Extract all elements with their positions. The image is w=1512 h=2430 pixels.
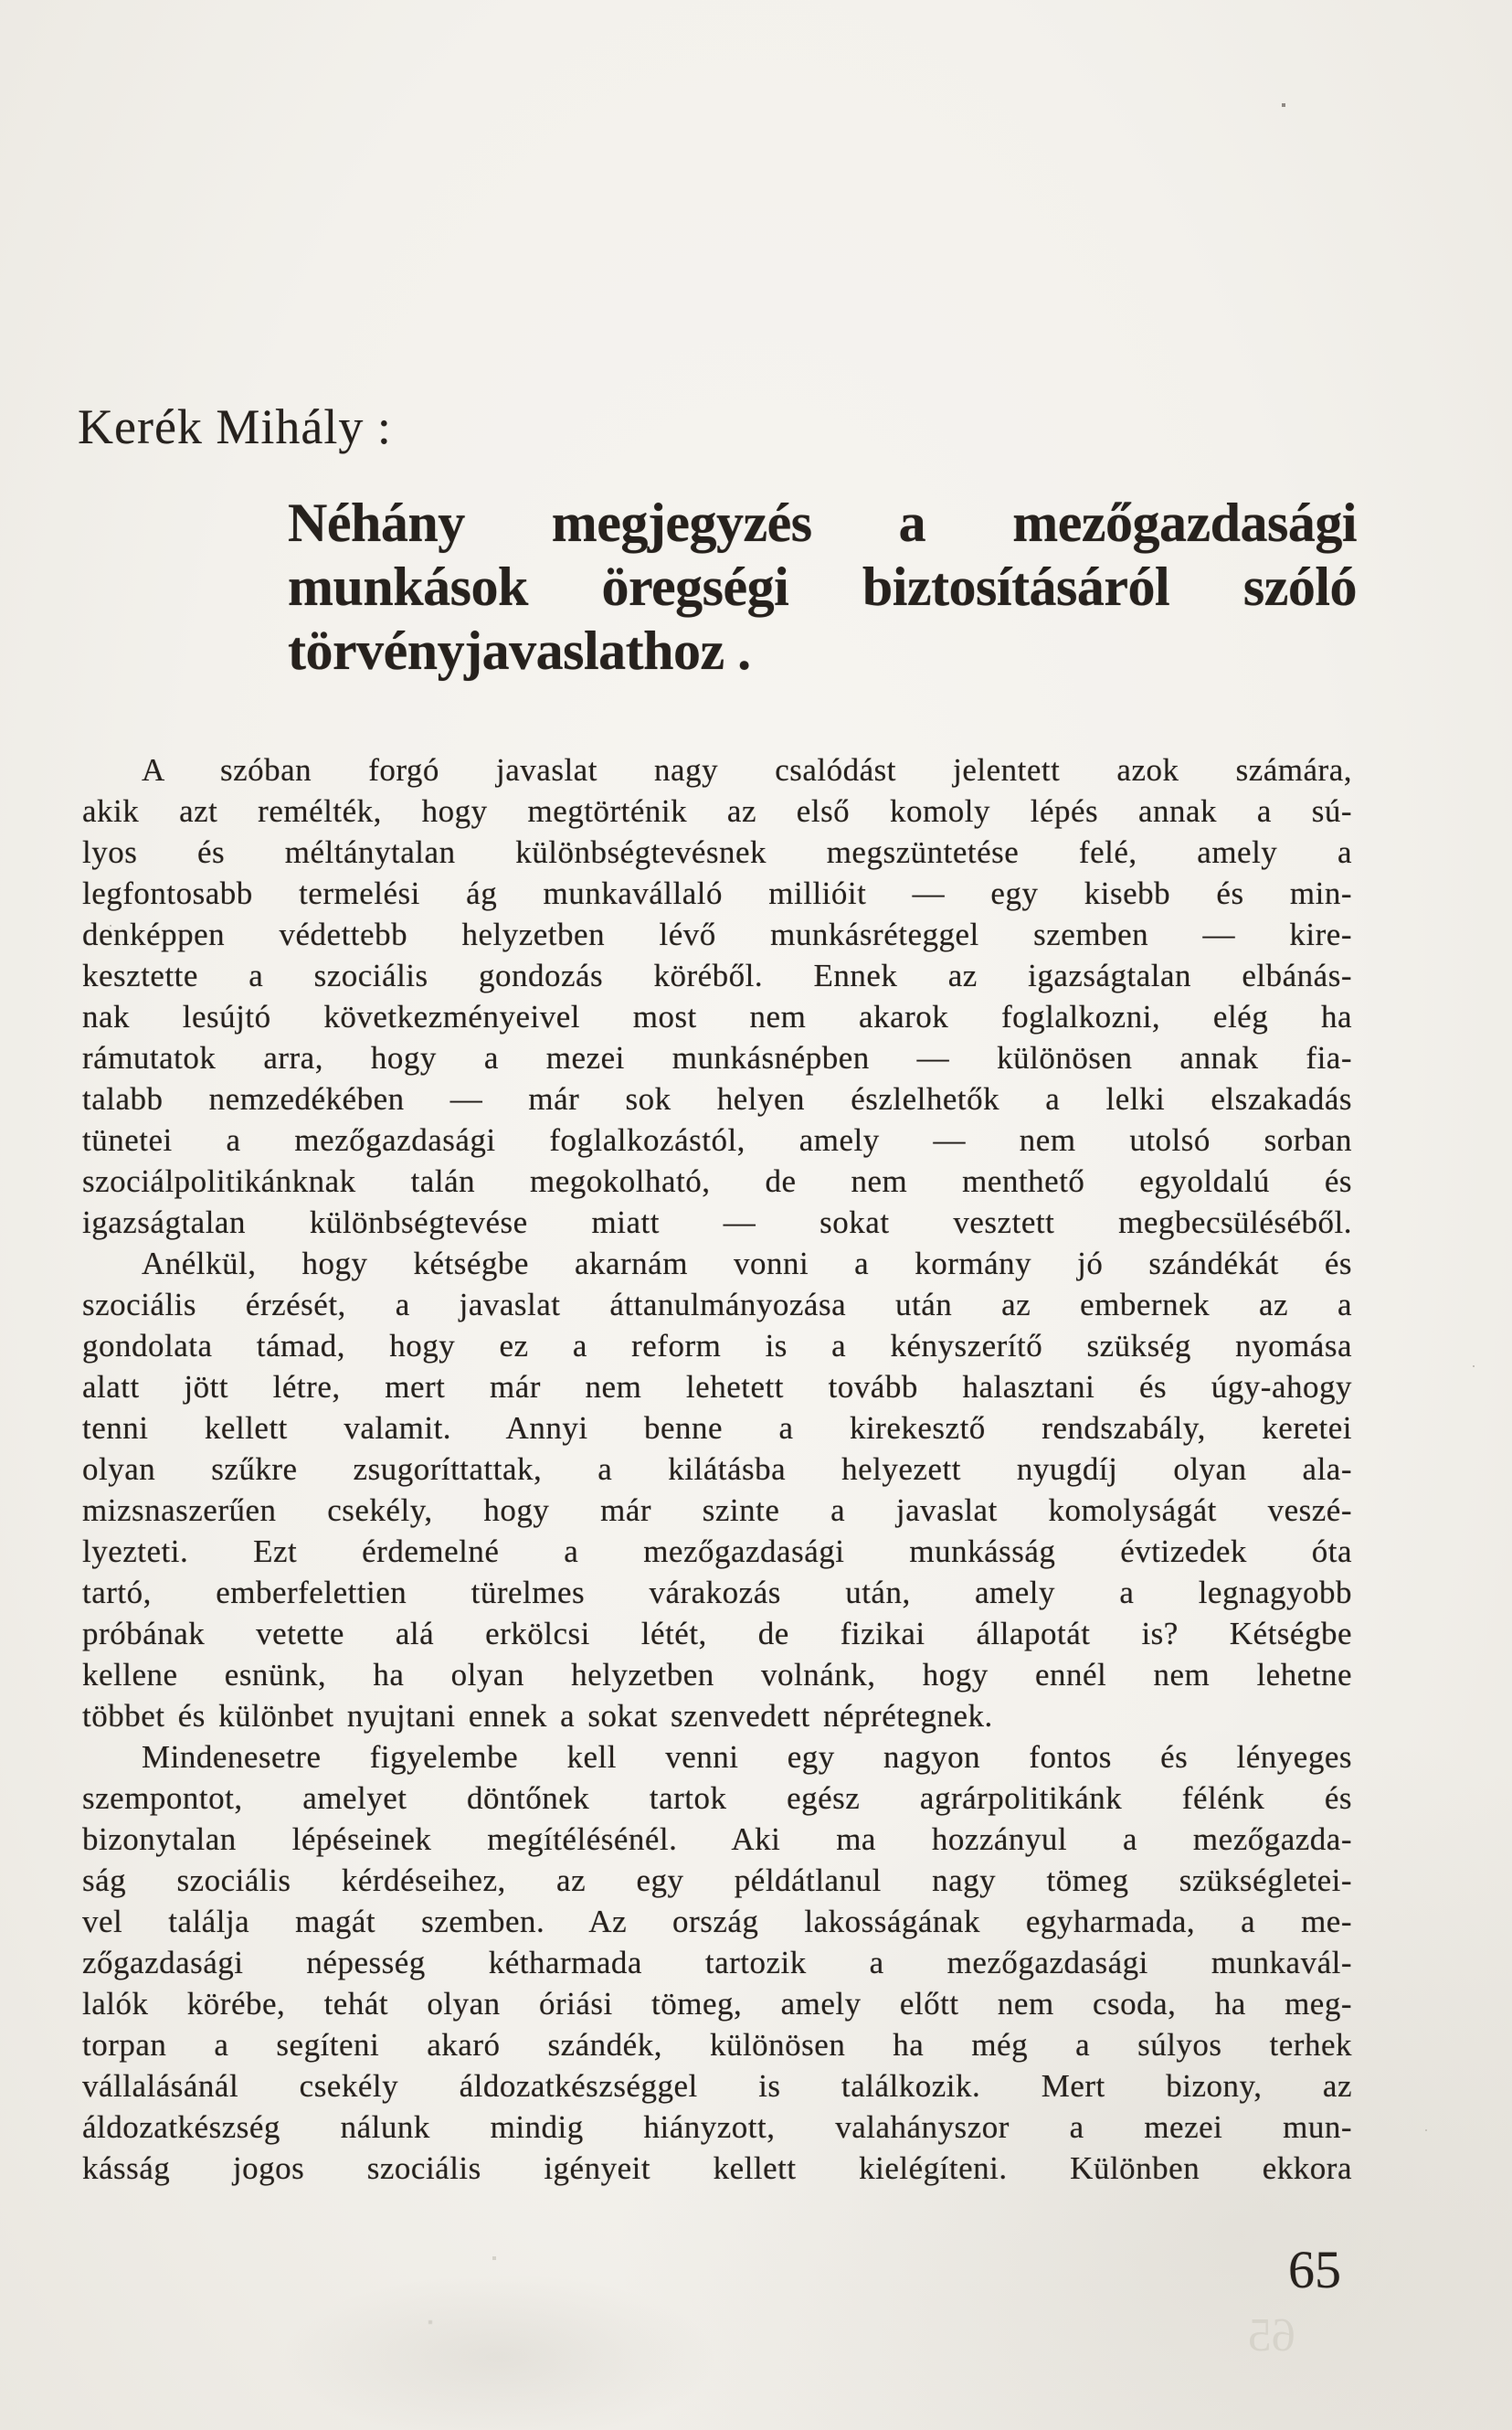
text-line: torpan a segíteni akaró szándék, különösen ha még a súlyos terhek: [82, 2027, 1352, 2063]
body-paragraph: [82, 1243, 1352, 1736]
text-line: többet és különbet nyujtani ennek a sokat szenvedett néprétegnek.: [82, 1698, 993, 1734]
text-line: tartó, emberfelettien türelmes várakozás után, amely a legnagyobb: [82, 1575, 1352, 1610]
text-line: bizonytalan lépéseinek megítélésénél. Aki ma hozzányul a mezőgazda-: [82, 1821, 1352, 1857]
text-line: szociálpolitikánknak talán megokolható, de nem menthető egyoldalú és: [82, 1163, 1352, 1199]
text-line: szempontot, amelyet döntőnek tartok egész agrárpolitikánk félénk és: [82, 1780, 1352, 1816]
text-line: tenni kellett valamit. Annyi benne a kirekesztő rendszabály, keretei: [82, 1410, 1352, 1446]
text-line: vel találja magát szemben. Az ország lakosságának egyharmada, a me-: [82, 1904, 1352, 1939]
text-line: ság szociális kérdéseihez, az egy példátlanul nagy tömeg szükségletei-: [82, 1862, 1352, 1898]
title-line: munkások öregségi biztosításáról szóló: [288, 557, 1357, 617]
text-line: kásság jogos szociális igényeit kellett kielégíteni. Különben ekkora: [82, 2150, 1352, 2186]
text-line: kellene esnünk, ha olyan helyzetben volnánk, hogy ennél nem lehetne: [82, 1657, 1352, 1693]
text-line: Anélkül, hogy kétségbe akarnám vonni a kormány jó szándékát és: [142, 1246, 1352, 1281]
text-line: legfontosabb termelési ág munkavállaló millióit — egy kisebb és min-: [82, 875, 1352, 911]
article-body: [82, 749, 1352, 2189]
page-number-showthrough: 65: [1248, 2309, 1295, 2361]
text-line: kesztette a szociális gondozás köréből. Ennek az igazságtalan elbánás-: [82, 958, 1352, 993]
text-line: alatt jött létre, mert már nem lehetett tovább halasztani és úgy-ahogy: [82, 1369, 1352, 1405]
text-line: nak lesújtó következményeivel most nem akarok foglalkozni, elég ha: [82, 999, 1352, 1035]
text-line: próbának vetette alá erkölcsi létét, de fizikai állapotát is? Kétségbe: [82, 1616, 1352, 1651]
text-line: lyezteti. Ezt érdemelné a mezőgazdasági munkásság évtizedek óta: [82, 1533, 1352, 1569]
text-line: vállalásánál csekély áldozatkészséggel is találkozik. Mert bizony, az: [82, 2068, 1352, 2104]
page-number: 65: [1288, 2240, 1341, 2299]
text-line: szociális érzését, a javaslat áttanulmányozása után az embernek az a: [82, 1287, 1352, 1322]
text-line: gondolata támad, hogy ez a reform is a kényszerítő szükség nyomása: [82, 1328, 1352, 1364]
text-line: igazságtalan különbségtevése miatt — sokat vesztett megbecsüléséből.: [82, 1204, 1352, 1240]
article-title: [288, 491, 1357, 683]
text-line: lyos és méltánytalan különbségtevésnek megszüntetése felé, amely a: [82, 834, 1352, 870]
text-line: olyan szűkre zsugoríttattak, a kilátásba helyezett nyugdíj olyan ala-: [82, 1451, 1352, 1487]
scan-speck-artifacts: [0, 0, 2, 2]
text-line: áldozatkészség nálunk mindig hiányzott, valahányszor a mezei mun-: [82, 2109, 1352, 2145]
title-line: törvényjavaslathoz .: [288, 621, 751, 681]
text-line: mizsnaszerűen csekély, hogy már szinte a javaslat komolyságát veszé-: [82, 1492, 1352, 1528]
text-line: akik azt remélték, hogy megtörténik az első komoly lépés annak a sú-: [82, 793, 1352, 829]
text-line: zőgazdasági népesség kétharmada tartozik a mezőgazdasági munkavál-: [82, 1945, 1352, 1980]
text-line: Mindenesetre figyelembe kell venni egy nagyon fontos és lényeges: [142, 1739, 1352, 1775]
text-line: tünetei a mezőgazdasági foglalkozástól, amely — nem utolsó sorban: [82, 1122, 1352, 1158]
body-paragraph: [82, 1736, 1352, 2189]
author-byline: Kerék Mihály :: [78, 399, 392, 454]
text-line: lalók körébe, tehát olyan óriási tömeg, amely előtt nem csoda, ha meg-: [82, 1986, 1352, 2021]
body-paragraph: [82, 749, 1352, 1243]
text-line: denképpen védettebb helyzetben lévő munkásréteggel szemben — kire-: [82, 917, 1352, 952]
text-line: rámutatok arra, hogy a mezei munkásnépben — különösen annak fia-: [82, 1040, 1352, 1076]
title-line: Néhány megjegyzés a mezőgazdasági: [288, 493, 1357, 553]
text-line: A szóban forgó javaslat nagy csalódást jelentett azok számára,: [142, 752, 1352, 788]
text-line: talabb nemzedékében — már sok helyen észlelhetők a lelki elszakadás: [82, 1081, 1352, 1117]
